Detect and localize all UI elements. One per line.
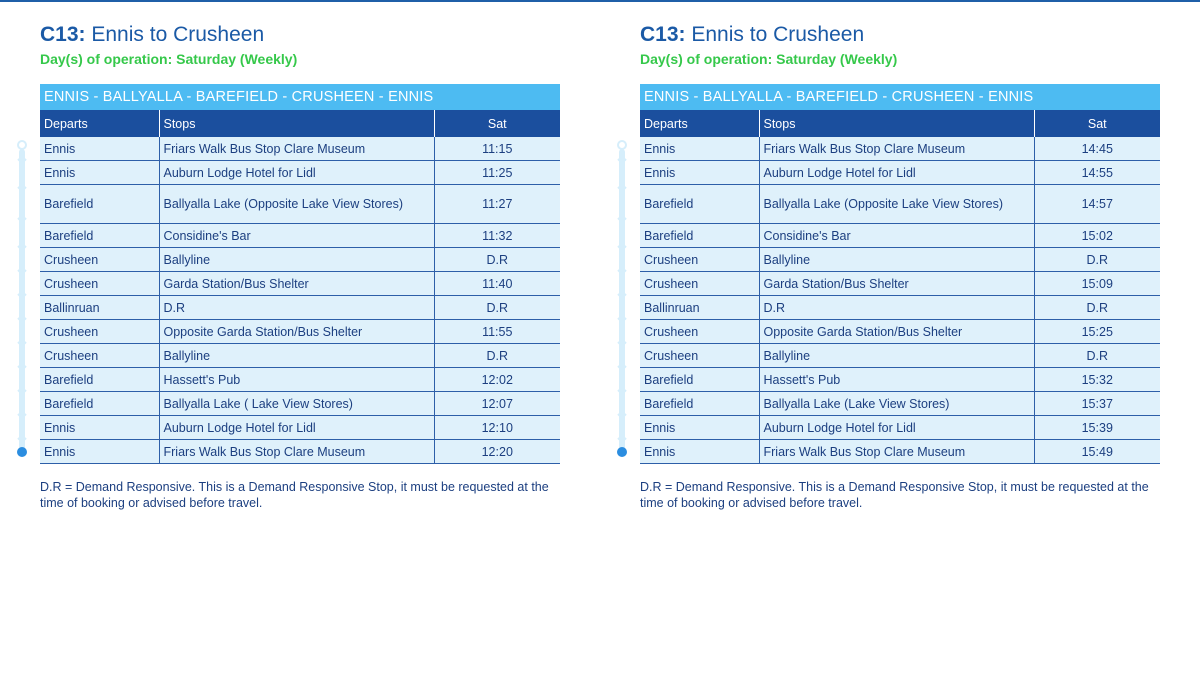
- time-cell: D.R: [434, 296, 560, 320]
- time-cell: 15:32: [1034, 368, 1160, 392]
- stop-cell: Ballyalla Lake (Opposite Lake View Stores): [159, 185, 434, 224]
- time-cell: 12:20: [434, 440, 560, 464]
- table-row: [640, 161, 1160, 185]
- time-cell: 15:39: [1034, 416, 1160, 440]
- chevron-down-icon: [617, 365, 627, 371]
- chevron-down-icon: [617, 437, 627, 443]
- chevron-down-icon: [617, 186, 627, 192]
- stop-cell: Opposite Garda Station/Bus Shelter: [159, 320, 434, 344]
- table-row: [40, 272, 560, 296]
- departs-cell: Barefield: [40, 185, 159, 224]
- chevron-down-icon: [17, 269, 27, 275]
- departs-cell: Barefield: [40, 368, 159, 392]
- departs-cell: Crusheen: [40, 248, 159, 272]
- time-cell: 11:27: [434, 185, 560, 224]
- chevron-down-icon: [617, 389, 627, 395]
- stop-cell: Ballyline: [159, 248, 434, 272]
- time-cell: D.R: [434, 248, 560, 272]
- table-row: [640, 185, 1160, 224]
- rail-start-dot: [617, 140, 627, 150]
- chevron-down-icon: [17, 341, 27, 347]
- time-cell: 15:02: [1034, 224, 1160, 248]
- rail-line: [19, 149, 25, 452]
- chevron-down-icon: [17, 317, 27, 323]
- table-row: [40, 344, 560, 368]
- table-row: [640, 440, 1160, 464]
- chevron-down-icon: [17, 293, 27, 299]
- table-row: [40, 224, 560, 248]
- stop-cell: Considine's Bar: [159, 224, 434, 248]
- chevron-down-icon: [17, 365, 27, 371]
- time-cell: D.R: [434, 344, 560, 368]
- time-cell: 12:07: [434, 392, 560, 416]
- stop-cell: Friars Walk Bus Stop Clare Museum: [759, 440, 1034, 464]
- chevron-down-icon: [617, 293, 627, 299]
- route-banner: ENNIS - BALLYALLA - BAREFIELD - CRUSHEEN - ENNIS: [40, 84, 560, 110]
- route-name: Ennis to Crusheen: [91, 23, 265, 46]
- time-cell: 11:15: [434, 137, 560, 161]
- table-row: [40, 392, 560, 416]
- route-code: C13:: [40, 23, 86, 46]
- departs-cell: Ballinruan: [40, 296, 159, 320]
- table-row: [40, 248, 560, 272]
- days-of-operation: Day(s) of operation: Saturday (Weekly): [640, 51, 898, 67]
- chevron-down-icon: [17, 389, 27, 395]
- column-header-departs: Departs: [40, 110, 159, 137]
- table-row: [40, 368, 560, 392]
- route-name: Ennis to Crusheen: [691, 23, 865, 46]
- departs-cell: Ennis: [640, 440, 759, 464]
- time-cell: 12:10: [434, 416, 560, 440]
- time-cell: 14:45: [1034, 137, 1160, 161]
- stop-cell: Garda Station/Bus Shelter: [759, 272, 1034, 296]
- departs-cell: Barefield: [640, 224, 759, 248]
- timetable-panel-left: [40, 22, 560, 511]
- chevron-down-icon: [17, 245, 27, 251]
- chevron-down-icon: [17, 437, 27, 443]
- route-banner: ENNIS - BALLYALLA - BAREFIELD - CRUSHEEN - ENNIS: [640, 84, 1160, 110]
- time-cell: 15:49: [1034, 440, 1160, 464]
- stop-cell: Garda Station/Bus Shelter: [159, 272, 434, 296]
- stop-cell: Friars Walk Bus Stop Clare Museum: [159, 137, 434, 161]
- time-cell: 14:55: [1034, 161, 1160, 185]
- stop-cell: Considine's Bar: [759, 224, 1034, 248]
- demand-responsive-footnote: D.R = Demand Responsive. This is a Demand Responsive Stop, it must be requested at the time of booking or advised before travel.: [640, 480, 1149, 510]
- chevron-down-icon: [17, 186, 27, 192]
- table-row: [640, 320, 1160, 344]
- table-row: [40, 416, 560, 440]
- stop-cell: Ballyalla Lake ( Lake View Stores): [159, 392, 434, 416]
- stop-cell: Ballyalla Lake (Opposite Lake View Stores): [759, 185, 1034, 224]
- chevron-down-icon: [617, 269, 627, 275]
- column-header-sat: Sat: [434, 110, 560, 137]
- departs-cell: Ennis: [40, 416, 159, 440]
- route-code: C13:: [640, 23, 686, 46]
- departs-cell: Ennis: [640, 416, 759, 440]
- table-row: [640, 344, 1160, 368]
- time-cell: 15:25: [1034, 320, 1160, 344]
- column-header-sat: Sat: [1034, 110, 1160, 137]
- table-row: [40, 137, 560, 161]
- time-cell: D.R: [1034, 248, 1160, 272]
- days-of-operation: Day(s) of operation: Saturday (Weekly): [40, 51, 298, 67]
- stop-cell: Hassett's Pub: [159, 368, 434, 392]
- time-cell: 11:55: [434, 320, 560, 344]
- time-cell: 11:32: [434, 224, 560, 248]
- stop-cell: Ballyline: [159, 344, 434, 368]
- table-row: [40, 161, 560, 185]
- stop-cell: Friars Walk Bus Stop Clare Museum: [759, 137, 1034, 161]
- stop-cell: Ballyline: [759, 344, 1034, 368]
- stop-cell: Opposite Garda Station/Bus Shelter: [759, 320, 1034, 344]
- stop-cell: Ballyalla Lake (Lake View Stores): [759, 392, 1034, 416]
- stop-cell: Auburn Lodge Hotel for Lidl: [159, 416, 434, 440]
- timetable-table: [640, 110, 1160, 464]
- time-cell: 11:40: [434, 272, 560, 296]
- departs-cell: Crusheen: [640, 248, 759, 272]
- chevron-down-icon: [17, 217, 27, 223]
- chevron-down-icon: [617, 217, 627, 223]
- chevron-down-icon: [617, 317, 627, 323]
- chevron-down-icon: [17, 158, 27, 164]
- stop-cell: Auburn Lodge Hotel for Lidl: [159, 161, 434, 185]
- table-header-row: [40, 110, 560, 137]
- table-row: [640, 368, 1160, 392]
- table-row: [640, 224, 1160, 248]
- rail-line: [619, 149, 625, 452]
- column-header-stops: Stops: [159, 110, 434, 137]
- departs-cell: Ennis: [640, 161, 759, 185]
- time-cell: D.R: [1034, 296, 1160, 320]
- table-row: [640, 416, 1160, 440]
- table-row: [40, 440, 560, 464]
- stop-cell: Hassett's Pub: [759, 368, 1034, 392]
- table-row: [640, 392, 1160, 416]
- stop-cell: D.R: [159, 296, 434, 320]
- stop-cell: Auburn Lodge Hotel for Lidl: [759, 161, 1034, 185]
- departs-cell: Crusheen: [40, 272, 159, 296]
- chevron-down-icon: [617, 158, 627, 164]
- timetable-title: [640, 22, 1160, 48]
- time-cell: D.R: [1034, 344, 1160, 368]
- departs-cell: Ennis: [40, 440, 159, 464]
- rail-end-dot: [617, 447, 627, 457]
- departs-cell: Barefield: [40, 224, 159, 248]
- stop-cell: Auburn Lodge Hotel for Lidl: [759, 416, 1034, 440]
- chevron-down-icon: [617, 341, 627, 347]
- departs-cell: Ballinruan: [640, 296, 759, 320]
- table-row: [40, 296, 560, 320]
- timetable-title: [40, 22, 560, 48]
- column-header-stops: Stops: [759, 110, 1034, 137]
- table-row: [640, 248, 1160, 272]
- table-row: [640, 272, 1160, 296]
- table-row: [40, 320, 560, 344]
- departs-cell: Crusheen: [640, 320, 759, 344]
- demand-responsive-footnote: D.R = Demand Responsive. This is a Demand Responsive Stop, it must be requested at the time of booking or advised before travel.: [40, 480, 549, 510]
- column-header-departs: Departs: [640, 110, 759, 137]
- table-row: [40, 185, 560, 224]
- departs-cell: Crusheen: [640, 344, 759, 368]
- departs-cell: Barefield: [640, 185, 759, 224]
- departs-cell: Barefield: [40, 392, 159, 416]
- table-row: [640, 137, 1160, 161]
- stop-cell: Ballyline: [759, 248, 1034, 272]
- time-cell: 11:25: [434, 161, 560, 185]
- departs-cell: Crusheen: [640, 272, 759, 296]
- departs-cell: Crusheen: [40, 320, 159, 344]
- stop-cell: Friars Walk Bus Stop Clare Museum: [159, 440, 434, 464]
- table-row: [640, 296, 1160, 320]
- departs-cell: Ennis: [40, 137, 159, 161]
- chevron-down-icon: [17, 413, 27, 419]
- time-cell: 15:37: [1034, 392, 1160, 416]
- departs-cell: Crusheen: [40, 344, 159, 368]
- time-cell: 12:02: [434, 368, 560, 392]
- stop-cell: D.R: [759, 296, 1034, 320]
- time-cell: 15:09: [1034, 272, 1160, 296]
- departs-cell: Ennis: [640, 137, 759, 161]
- chevron-down-icon: [617, 413, 627, 419]
- time-cell: 14:57: [1034, 185, 1160, 224]
- departs-cell: Barefield: [640, 368, 759, 392]
- rail-start-dot: [17, 140, 27, 150]
- top-divider-line: [0, 0, 1200, 2]
- rail-end-dot: [17, 447, 27, 457]
- table-header-row: [640, 110, 1160, 137]
- timetable-table: [40, 110, 560, 464]
- timetable-panel-right: [640, 22, 1160, 511]
- departs-cell: Ennis: [40, 161, 159, 185]
- departs-cell: Barefield: [640, 392, 759, 416]
- chevron-down-icon: [617, 245, 627, 251]
